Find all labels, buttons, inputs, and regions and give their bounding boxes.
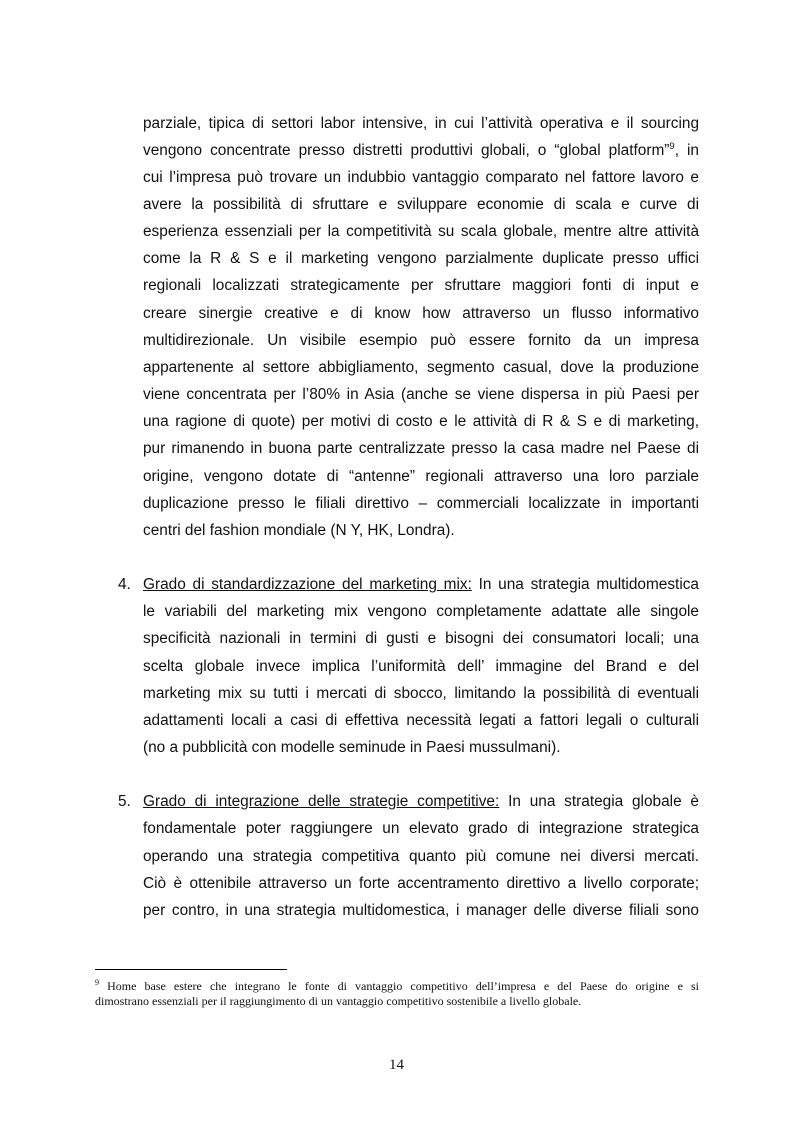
list-item-first-line <box>143 793 699 811</box>
paragraph-line <box>143 142 699 160</box>
footnote-text: Home base estere che integrano le fonte di vantaggio competitivo dell’impresa e del Paese do origine e si <box>99 979 699 993</box>
list-item-line: marketing mix su tutti i mercati di sbocco, limitando la possibilità di eventuali <box>143 685 699 702</box>
list-item-heading: Grado di standardizzazione del marketing mix: <box>143 576 472 593</box>
paragraph-line-tail: , in <box>674 142 699 159</box>
paragraph-line: come la R & S e il marketing vengono parzialmente duplicate presso uffici <box>143 250 699 267</box>
list-item-line: adattamenti locali a casi di effettiva necessità legati a fattori legali o culturali <box>143 712 699 729</box>
footnote-reference[interactable]: 9 <box>669 140 675 152</box>
list-item-line: (no a pubblicità con modelle seminude in Paesi mussulmani). <box>143 739 561 756</box>
list-item-number: 4. <box>118 576 131 593</box>
list-item-number: 5. <box>118 793 131 810</box>
paragraph-line: creare sinergie creative e di know how attraverso un flusso informativo <box>143 305 699 322</box>
list-item-line: per contro, in una strategia multidomestica, i manager delle diverse filiali sono <box>143 902 699 919</box>
paragraph-line: pur rimanendo in buona parte centralizzate presso la casa madre nel Paese di <box>143 440 699 457</box>
paragraph-line: centri del fashion mondiale (N Y, HK, Londra). <box>143 522 455 539</box>
paragraph-line: cui l’impresa può trovare un indubbio vantaggio comparato nel fattore lavoro e <box>143 169 699 186</box>
paragraph-line: parziale, tipica di settori labor intensive, in cui l’attività operativa e il sourcing <box>143 115 699 132</box>
paragraph-line: viene concentrata per l’80% in Asia (anche se viene dispersa in più Paesi per <box>143 386 699 403</box>
paragraph-line: avere la possibilità di sfruttare e sviluppare economie di scala e curve di <box>143 196 699 213</box>
paragraph-line: multidirezionale. Un visibile esempio può essere fornito da un impresa <box>143 332 699 349</box>
footnote-separator <box>95 969 287 970</box>
footnote-line: dimostrano essenziali per il raggiungimento di un vantaggio competitivo sostenibile a livello globale. <box>95 994 582 1008</box>
paragraph-line: appartenente al settore abbigliamento, segmento casual, dove la produzione <box>143 359 699 376</box>
page-number: 14 <box>389 1057 404 1073</box>
footnote-marker: 9 <box>95 978 99 987</box>
paragraph-line: una ragione di quote) per motivi di costo e le attività di R & S e di marketing, <box>143 413 699 430</box>
list-item-heading-rest: In una strategia multidomestica <box>471 576 699 593</box>
list-item-line: specificità nazionali in termini di gusti e bisogni dei consumatori locali; una <box>143 630 699 647</box>
list-item-line: le variabili del marketing mix vengono completamente adattate alle singole <box>143 603 699 620</box>
list-item-line: scelta globale invece implica l’uniformità dell’ immagine del Brand e del <box>143 658 699 675</box>
list-item-heading-rest: In una strategia globale è <box>499 793 699 810</box>
list-item-first-line <box>143 576 699 594</box>
footnote-line <box>95 979 699 993</box>
paragraph-line: origine, vengono dotate di “antenne” regionali attraverso una loro parziale <box>143 468 699 485</box>
paragraph-line: duplicazione presso le filiali direttivo – commerciali localizzate in importanti <box>143 495 699 512</box>
list-item-line: operando una strategia competitiva quanto più comune nei diversi mercati. <box>143 848 699 865</box>
paragraph-line: regionali localizzati strategicamente per sfruttare maggiori fonti di input e <box>143 277 699 294</box>
list-item-line: fondamentale poter raggiungere un elevato grado di integrazione strategica <box>143 820 699 837</box>
list-item-heading: Grado di integrazione delle strategie competitive: <box>143 793 500 810</box>
paragraph-line: esperienza essenziali per la competitività su scala globale, mentre altre attività <box>143 223 699 240</box>
paragraph-line-text: vengono concentrate presso distretti produttivi globali, o “global platform” <box>143 142 670 159</box>
list-item-line: Ciò è ottenibile attraverso un forte accentramento direttivo a livello corporate; <box>143 875 699 892</box>
